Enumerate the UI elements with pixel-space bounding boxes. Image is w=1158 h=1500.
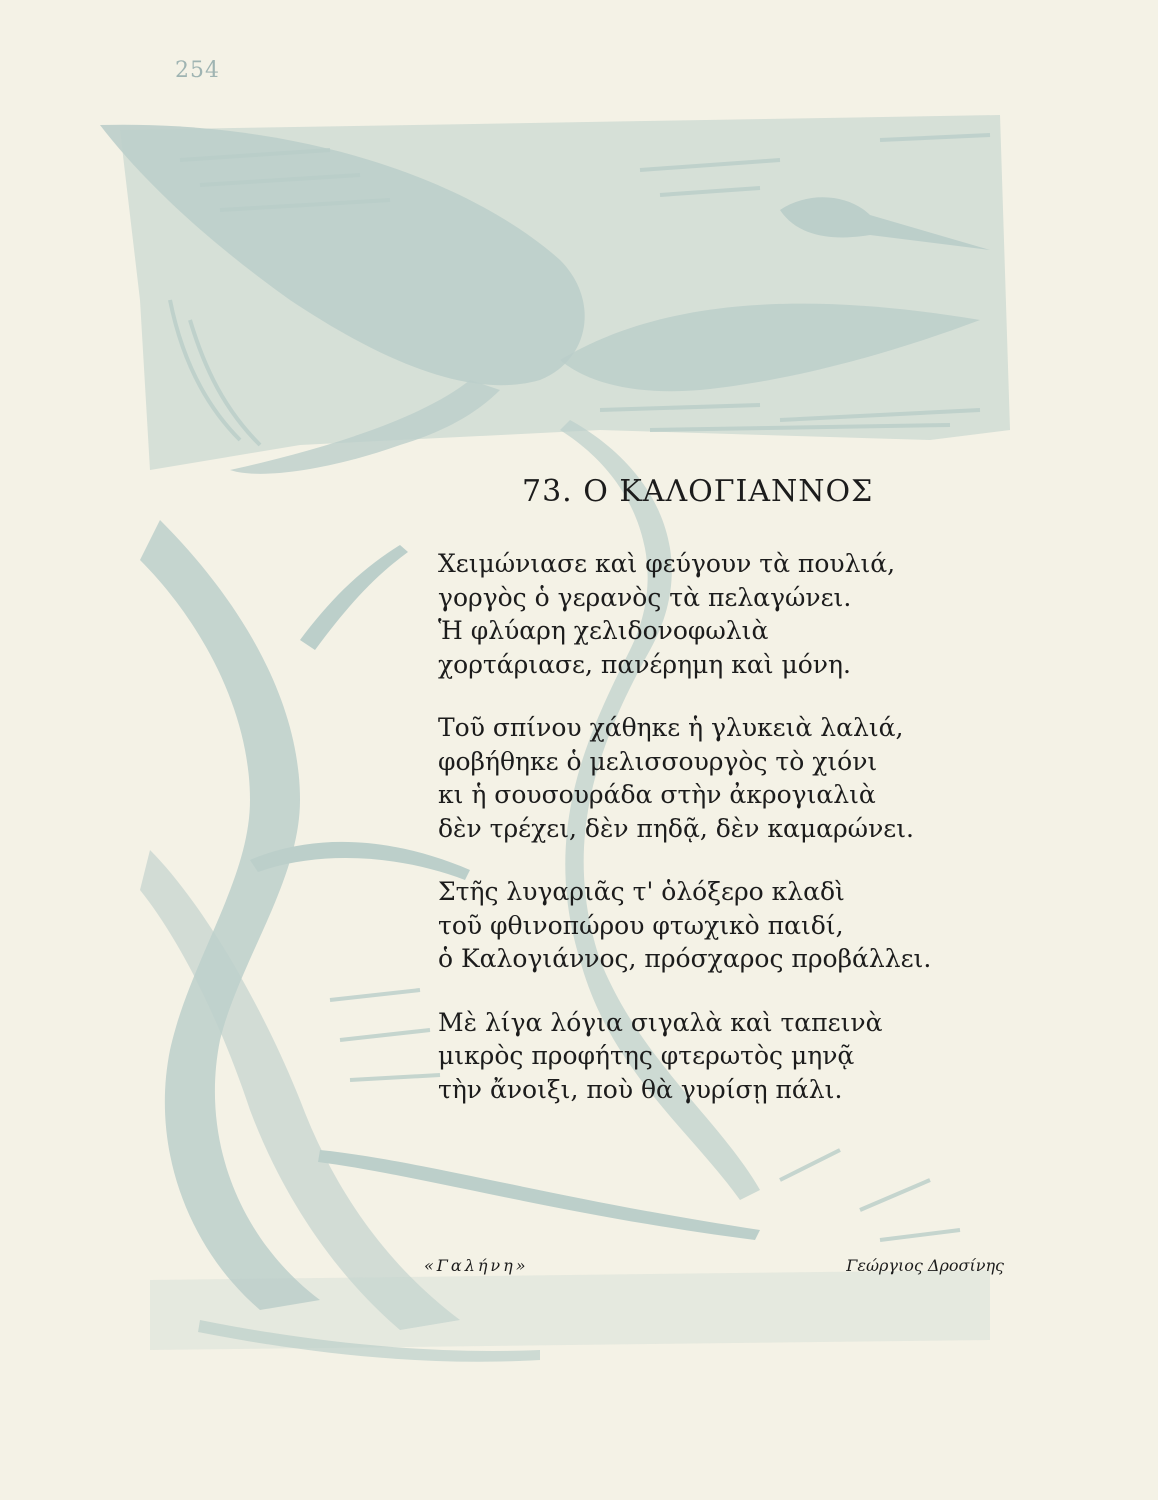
stanza-2 (438, 711, 998, 845)
verse-line: φοβήθηκε ὁ μελισσουργὸς τὸ χιόνι (438, 746, 878, 776)
source-collection: «Γαλήνη» (424, 1256, 529, 1275)
verse-line: Τοῦ σπίνου χάθηκε ἡ γλυκειὰ λαλιά, (438, 713, 904, 742)
verse-line: Ἡ φλύαρη χελιδονοφωλιὰ (438, 616, 769, 645)
verse-line: Μὲ λίγα λόγια σιγαλὰ καὶ ταπεινὰ (438, 1007, 883, 1037)
poem-body (438, 547, 998, 1136)
poem-title: 73. Ο ΚΑΛΟΓΙΑΝΝΟΣ (522, 474, 874, 509)
stanza-3 (438, 875, 998, 976)
verse-line: Χειμώνιασε καὶ φεύγουν τὰ πουλιά, (438, 549, 896, 578)
verse-line: τὴν ἄνοιξι, ποὺ θὰ γυρίσῃ πάλι. (438, 1074, 843, 1104)
verse-line: δὲν τρέχει, δὲν πηδᾷ, δὲν καμαρώνει. (438, 813, 914, 843)
verse-line: γοργὸς ὁ γερανὸς τὰ πελαγώνει. (438, 582, 852, 612)
verse-line: ὁ Καλογιάννος, πρόσχαρος προβάλλει. (438, 944, 932, 973)
page-number: 254 (175, 58, 220, 83)
verse-line: τοῦ φθινοπώρου φτωχικὸ παιδί, (438, 910, 844, 940)
verse-line: κι ἡ σουσουράδα στὴν ἀκρογιαλιὰ (438, 780, 876, 809)
verse-line: χορτάριασε, πανέρημη καὶ μόνη. (438, 649, 851, 679)
verse-line: μικρὸς προφήτης φτερωτὸς μηνᾷ (438, 1041, 855, 1070)
verse-line: Στῆς λυγαριᾶς τ' ὁλόξερο κλαδὶ (438, 877, 845, 906)
stanza-4 (438, 1006, 998, 1107)
stanza-1 (438, 547, 998, 681)
author-name: Γεώργιος Δροσίνης (846, 1256, 1004, 1275)
